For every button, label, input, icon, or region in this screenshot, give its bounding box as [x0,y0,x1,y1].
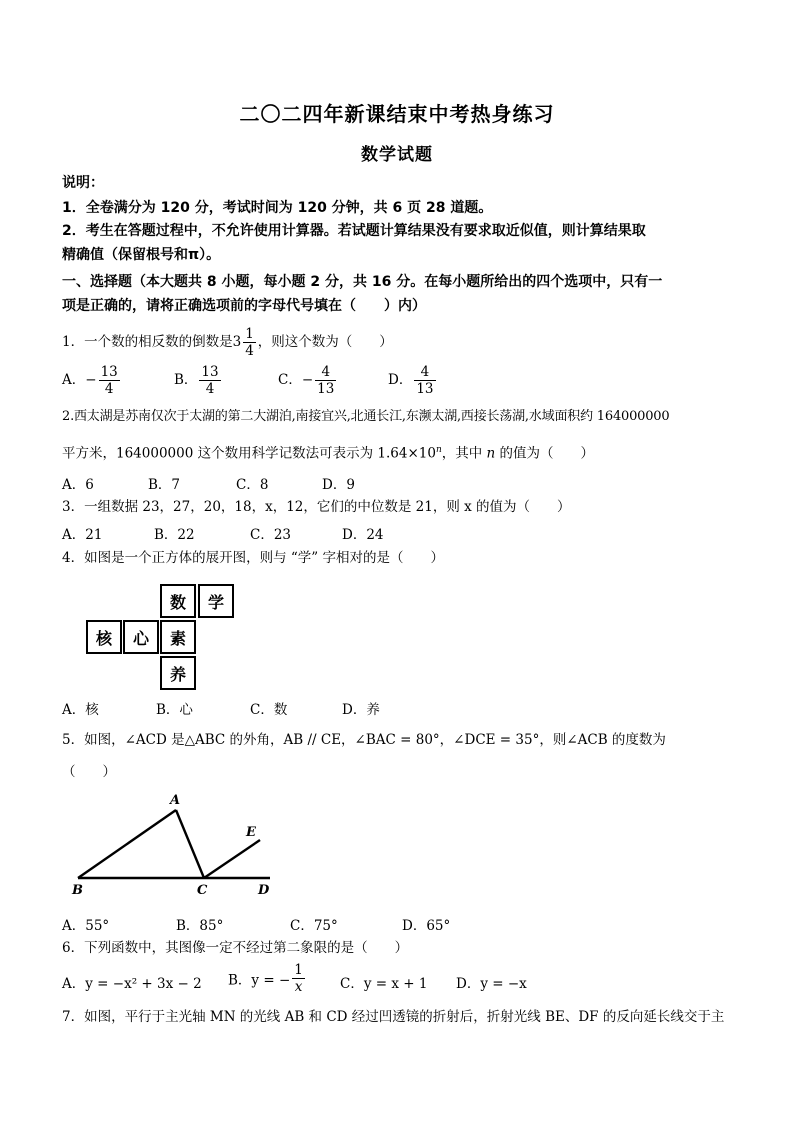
q1-option-c-sign: − [301,372,314,388]
q1-option-c-frac [315,364,336,397]
q2-line2 [62,441,594,463]
q4-option-c[interactable]: C．数 [250,702,288,718]
q5-option-c[interactable]: C．75° [290,918,338,934]
q1-option-a-label: A． [62,372,86,388]
q1-option-b[interactable] [174,364,223,397]
q2-exponent: n [435,445,442,455]
q1-stem [62,325,393,359]
q5-stem-line1: 5．如图，∠ACD 是△ABC 的外角，AB // CE，∠BAC = 80°，∠DCE = 35°，则∠ACB 的度数为 [62,732,666,748]
section1-line2: 项是正确的，请将正确选项前的字母代号填在（ ）内） [62,298,426,314]
point-d-label: D [258,883,270,898]
q1-option-d-label: D． [388,372,413,388]
q2-option-c[interactable]: C．8 [236,477,269,493]
q3-option-a[interactable]: A．21 [62,527,103,543]
q6-option-b[interactable] [228,962,307,995]
point-c-label: C [197,883,208,898]
q4-stem: 4．如图是一个正方体的展开图，则与 “学” 字相对的是（ ） [62,550,444,566]
q4-option-b[interactable]: B．心 [156,702,193,718]
q6-option-b-frac [292,962,305,995]
instruction-2-line1: 2．考生在答题过程中，不允许使用计算器。若试题计算结果没有要求取近似值，则计算结果取 [62,223,646,239]
q1-fraction [243,326,256,359]
q1-option-c-num: 4 [315,364,336,381]
cube-face-he: 核 [86,620,122,654]
q1-option-b-label: B． [174,372,198,388]
q2-option-a[interactable]: A．6 [62,477,94,493]
q3-stem: 3．一组数据 23，27，20，18，x，12，它们的中位数是 21，则 x 的值为（ ） [62,499,571,515]
q5-option-a[interactable]: A．55° [62,918,110,934]
triangle-figure [60,790,290,900]
q1-frac-den: 4 [245,343,254,359]
q5-option-b[interactable]: B．85° [176,918,224,934]
q3-option-d[interactable]: D．24 [342,527,384,543]
cube-face-shu: 数 [160,584,196,618]
section1-line1: 一、选择题（本大题共 8 小题，每小题 2 分，共 16 分。在每小题所给出的四个选项中，只有一 [62,274,663,290]
ray-ce [204,840,260,878]
cube-face-su: 素 [160,620,196,654]
q6-option-b-num: 1 [294,962,303,978]
q1-whole: 3 [232,334,242,350]
point-e-label: E [246,825,256,840]
q1-option-d-num: 4 [414,364,435,381]
instruction-1: 1．全卷满分为 120 分，考试时间为 120 分钟，共 6 页 28 道题。 [62,200,493,216]
segment-ac [176,810,204,878]
q6-option-b-den: x [294,979,303,995]
instruction-2-line2: 精确值（保留根号和π）。 [62,247,221,263]
q1-option-a-frac [99,364,120,397]
q6-option-c[interactable]: C．y = x + 1 [340,976,428,992]
q2-line2-mid: ，其中 [441,445,487,462]
q1-frac-num: 1 [245,326,254,342]
segment-ab [78,810,176,878]
q6-option-d[interactable]: D．y = −x [456,976,527,992]
q1-option-c-den: 13 [317,381,335,397]
q2-var: n [486,445,496,462]
q1-option-b-den: 4 [205,381,215,397]
q2-line2-post: 的值为（ ） [495,445,595,462]
q4-option-d[interactable]: D．养 [342,702,380,718]
q7-stem: 7．如图，平行于主光轴 MN 的光线 AB 和 CD 经过凹透镜的折射后，折射光线 BE、DF 的反向延长线交于主 [62,1009,725,1025]
q5-stem-line2: （ ） [62,764,116,780]
q2-option-d[interactable]: D．9 [322,477,355,493]
q1-option-c[interactable] [278,364,338,397]
q1-option-b-num: 13 [201,364,219,380]
cube-face-xue: 学 [198,584,234,618]
q1-option-d-den: 13 [416,381,434,397]
q6-stem: 6．下列函数中，其图像一定不经过第二象限的是（ ） [62,940,409,956]
q2-option-b[interactable]: B．7 [148,477,181,493]
q1-stem-pre: 1．一个数的相反数的倒数是 [62,334,233,350]
point-a-label: A [170,793,181,808]
cube-face-xin: 心 [123,620,159,654]
q6-option-a[interactable]: A．y = −x² + 3x − 2 [62,976,202,992]
q1-option-b-frac [199,364,220,397]
page-subtitle: 数学试题 [361,145,433,165]
q1-option-a-sign: − [85,372,97,388]
q1-option-a-num: 13 [100,364,118,380]
point-b-label: B [72,883,83,898]
cube-net-figure [86,584,238,692]
q3-option-c[interactable]: C．23 [250,527,292,543]
q2-line2-pre: 平方米，164000000 这个数用科学记数法可表示为 1.64×10 [62,445,436,462]
q5-option-d[interactable]: D．65° [402,918,451,934]
q1-option-c-label: C． [278,372,302,388]
q1-option-d[interactable] [388,364,438,397]
q4-option-a[interactable]: A．核 [62,702,99,718]
q1-stem-post: ，则这个数为（ ） [257,334,393,350]
instructions-label: 说明： [62,175,104,191]
q1-option-a-den: 4 [104,381,114,397]
page-title: 二〇二四年新课结束中考热身练习 [239,102,555,126]
q2-line1: 2.西太湖是苏南仅次于太湖的第二大湖泊,南接宜兴,北通长江,东濒太湖,西接长荡湖,水域面积约 164000000 [62,409,670,424]
cube-face-yang: 养 [160,656,196,690]
q3-option-b[interactable]: B．22 [154,527,195,543]
q1-option-a[interactable] [62,364,122,397]
q6-option-b-pre: B．y = − [228,972,291,989]
q1-option-d-frac [414,364,435,397]
